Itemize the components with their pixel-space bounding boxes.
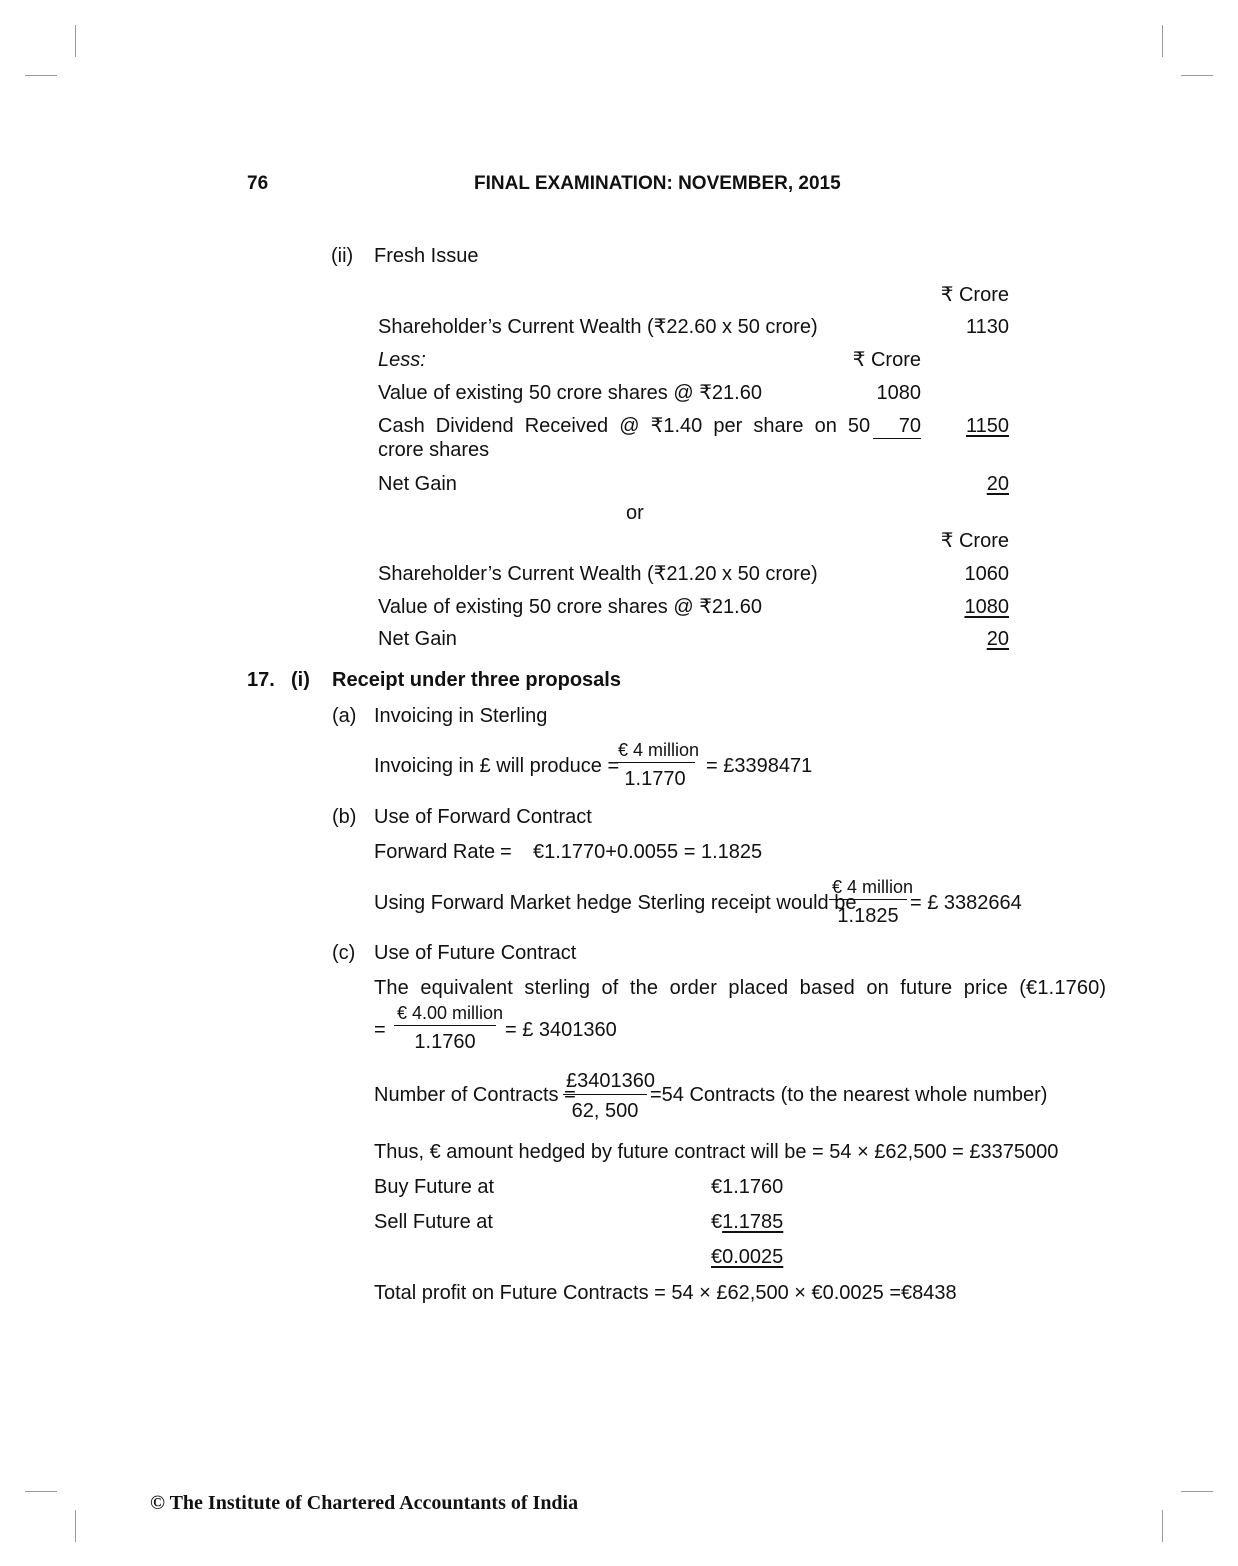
sub-part-label: (c) [332, 942, 356, 964]
page-header-title: FINAL EXAMINATION: NOVEMBER, 2015 [474, 173, 841, 194]
row-value: 1080 [964, 596, 1009, 618]
total-profit-text: Total profit on Future Contracts = 54 × £62,500 × €0.0025 =€8438 [374, 1282, 957, 1304]
sub-part-label: (b) [332, 806, 357, 828]
footer-copyright: © The Institute of Chartered Accountants of India [150, 1492, 579, 1514]
net-gain-value: 20 [986, 473, 1009, 495]
sell-future-label: Sell Future at [374, 1211, 493, 1233]
forward-rate-value: €1.1770+0.0055 = 1.1825 [533, 841, 763, 863]
net-gain-value: 20 [986, 628, 1009, 650]
crop-mark [1162, 1510, 1163, 1542]
currency-symbol: € [711, 1211, 723, 1233]
fraction-numerator: € 4 million [832, 877, 914, 897]
buy-future-label: Buy Future at [374, 1176, 495, 1198]
row-label: Shareholder’s Current Wealth (₹22.60 x 50 crore) [378, 316, 818, 338]
row-label: Shareholder’s Current Wealth (₹21.20 x 50 crore) [378, 563, 818, 585]
row-value: 1130 [965, 316, 1009, 338]
formula-result: = £ 3401360 [505, 1019, 617, 1041]
buy-future-value: €1.1760 [711, 1176, 784, 1198]
row-value: 1060 [964, 563, 1009, 585]
part-ii-label: (ii) [331, 245, 354, 267]
forward-rate-equals: = [500, 841, 512, 863]
crore-column-header: ₹ Crore [852, 349, 921, 371]
sell-future-amount: 1.1785 [722, 1211, 784, 1233]
question-number: 17. [247, 669, 275, 691]
crop-mark [1181, 1491, 1213, 1492]
row-value-text: 70 [898, 415, 921, 437]
crop-mark [25, 1491, 57, 1492]
crop-mark [1162, 25, 1163, 57]
less-label: Less: [378, 349, 426, 371]
crop-mark [75, 1510, 76, 1542]
sub-part-label: (a) [332, 705, 357, 727]
question-part: (i) [291, 669, 310, 691]
formula-prefix: Invoicing in £ will produce = [374, 755, 620, 777]
row-label-continued: crore shares [378, 439, 490, 461]
row-total: 1150 [965, 415, 1009, 437]
fraction [563, 1070, 655, 1122]
crore-column-header: ₹ Crore [940, 530, 1009, 552]
formula-prefix: Number of Contracts = [374, 1084, 576, 1106]
difference-value: €0.0025 [711, 1246, 784, 1268]
fraction-denominator: 1.1825 [837, 905, 899, 927]
crop-mark [1181, 75, 1213, 76]
fraction-numerator: £3401360 [566, 1070, 655, 1092]
fraction-numerator: € 4.00 million [397, 1003, 504, 1023]
row-label: Value of existing 50 crore shares @ ₹21.60 [378, 596, 762, 618]
formula-result: = £3398471 [706, 755, 813, 777]
part-ii-title: Fresh Issue [374, 245, 479, 267]
fraction-denominator: 62, 500 [571, 1100, 639, 1122]
net-gain-label: Net Gain [378, 628, 457, 650]
or-separator: or [626, 502, 644, 524]
fraction-denominator: 1.1760 [414, 1031, 476, 1053]
page-number: 76 [247, 173, 269, 194]
fraction [615, 740, 700, 790]
paragraph-text: Thus, € amount hedged by future contract will be = 54 × £62,500 = £3375000 [374, 1141, 1059, 1163]
sub-part-title: Use of Forward Contract [374, 806, 592, 828]
crore-column-header: ₹ Crore [940, 284, 1009, 306]
row-value: 1080 [876, 382, 921, 404]
paragraph-text: The equivalent sterling of the order placed based on future price (€1.1760) [374, 977, 1107, 999]
sub-part-title: Invoicing in Sterling [374, 705, 548, 727]
formula-result: = £ 3382664 [910, 892, 1022, 914]
forward-rate-label: Forward Rate [374, 841, 496, 863]
formula-result: =54 Contracts (to the nearest whole number) [650, 1084, 1048, 1106]
fraction [829, 877, 914, 927]
question-title: Receipt under three proposals [332, 669, 621, 691]
fraction-numerator: € 4 million [618, 740, 700, 760]
formula-equals: = [374, 1019, 386, 1041]
crop-mark [25, 75, 57, 76]
crop-mark [75, 25, 76, 57]
row-value [873, 416, 921, 439]
sell-future-value [711, 1212, 783, 1232]
net-gain-label: Net Gain [378, 473, 457, 495]
fraction-denominator: 1.1770 [624, 768, 686, 790]
fraction [394, 1003, 504, 1053]
sub-part-title: Use of Future Contract [374, 942, 577, 964]
formula-prefix: Using Forward Market hedge Sterling receipt would be [374, 892, 857, 914]
row-label: Value of existing 50 crore shares @ ₹21.60 [378, 382, 762, 404]
row-label: Cash Dividend Received @ ₹1.40 per share on 50 [378, 415, 871, 437]
